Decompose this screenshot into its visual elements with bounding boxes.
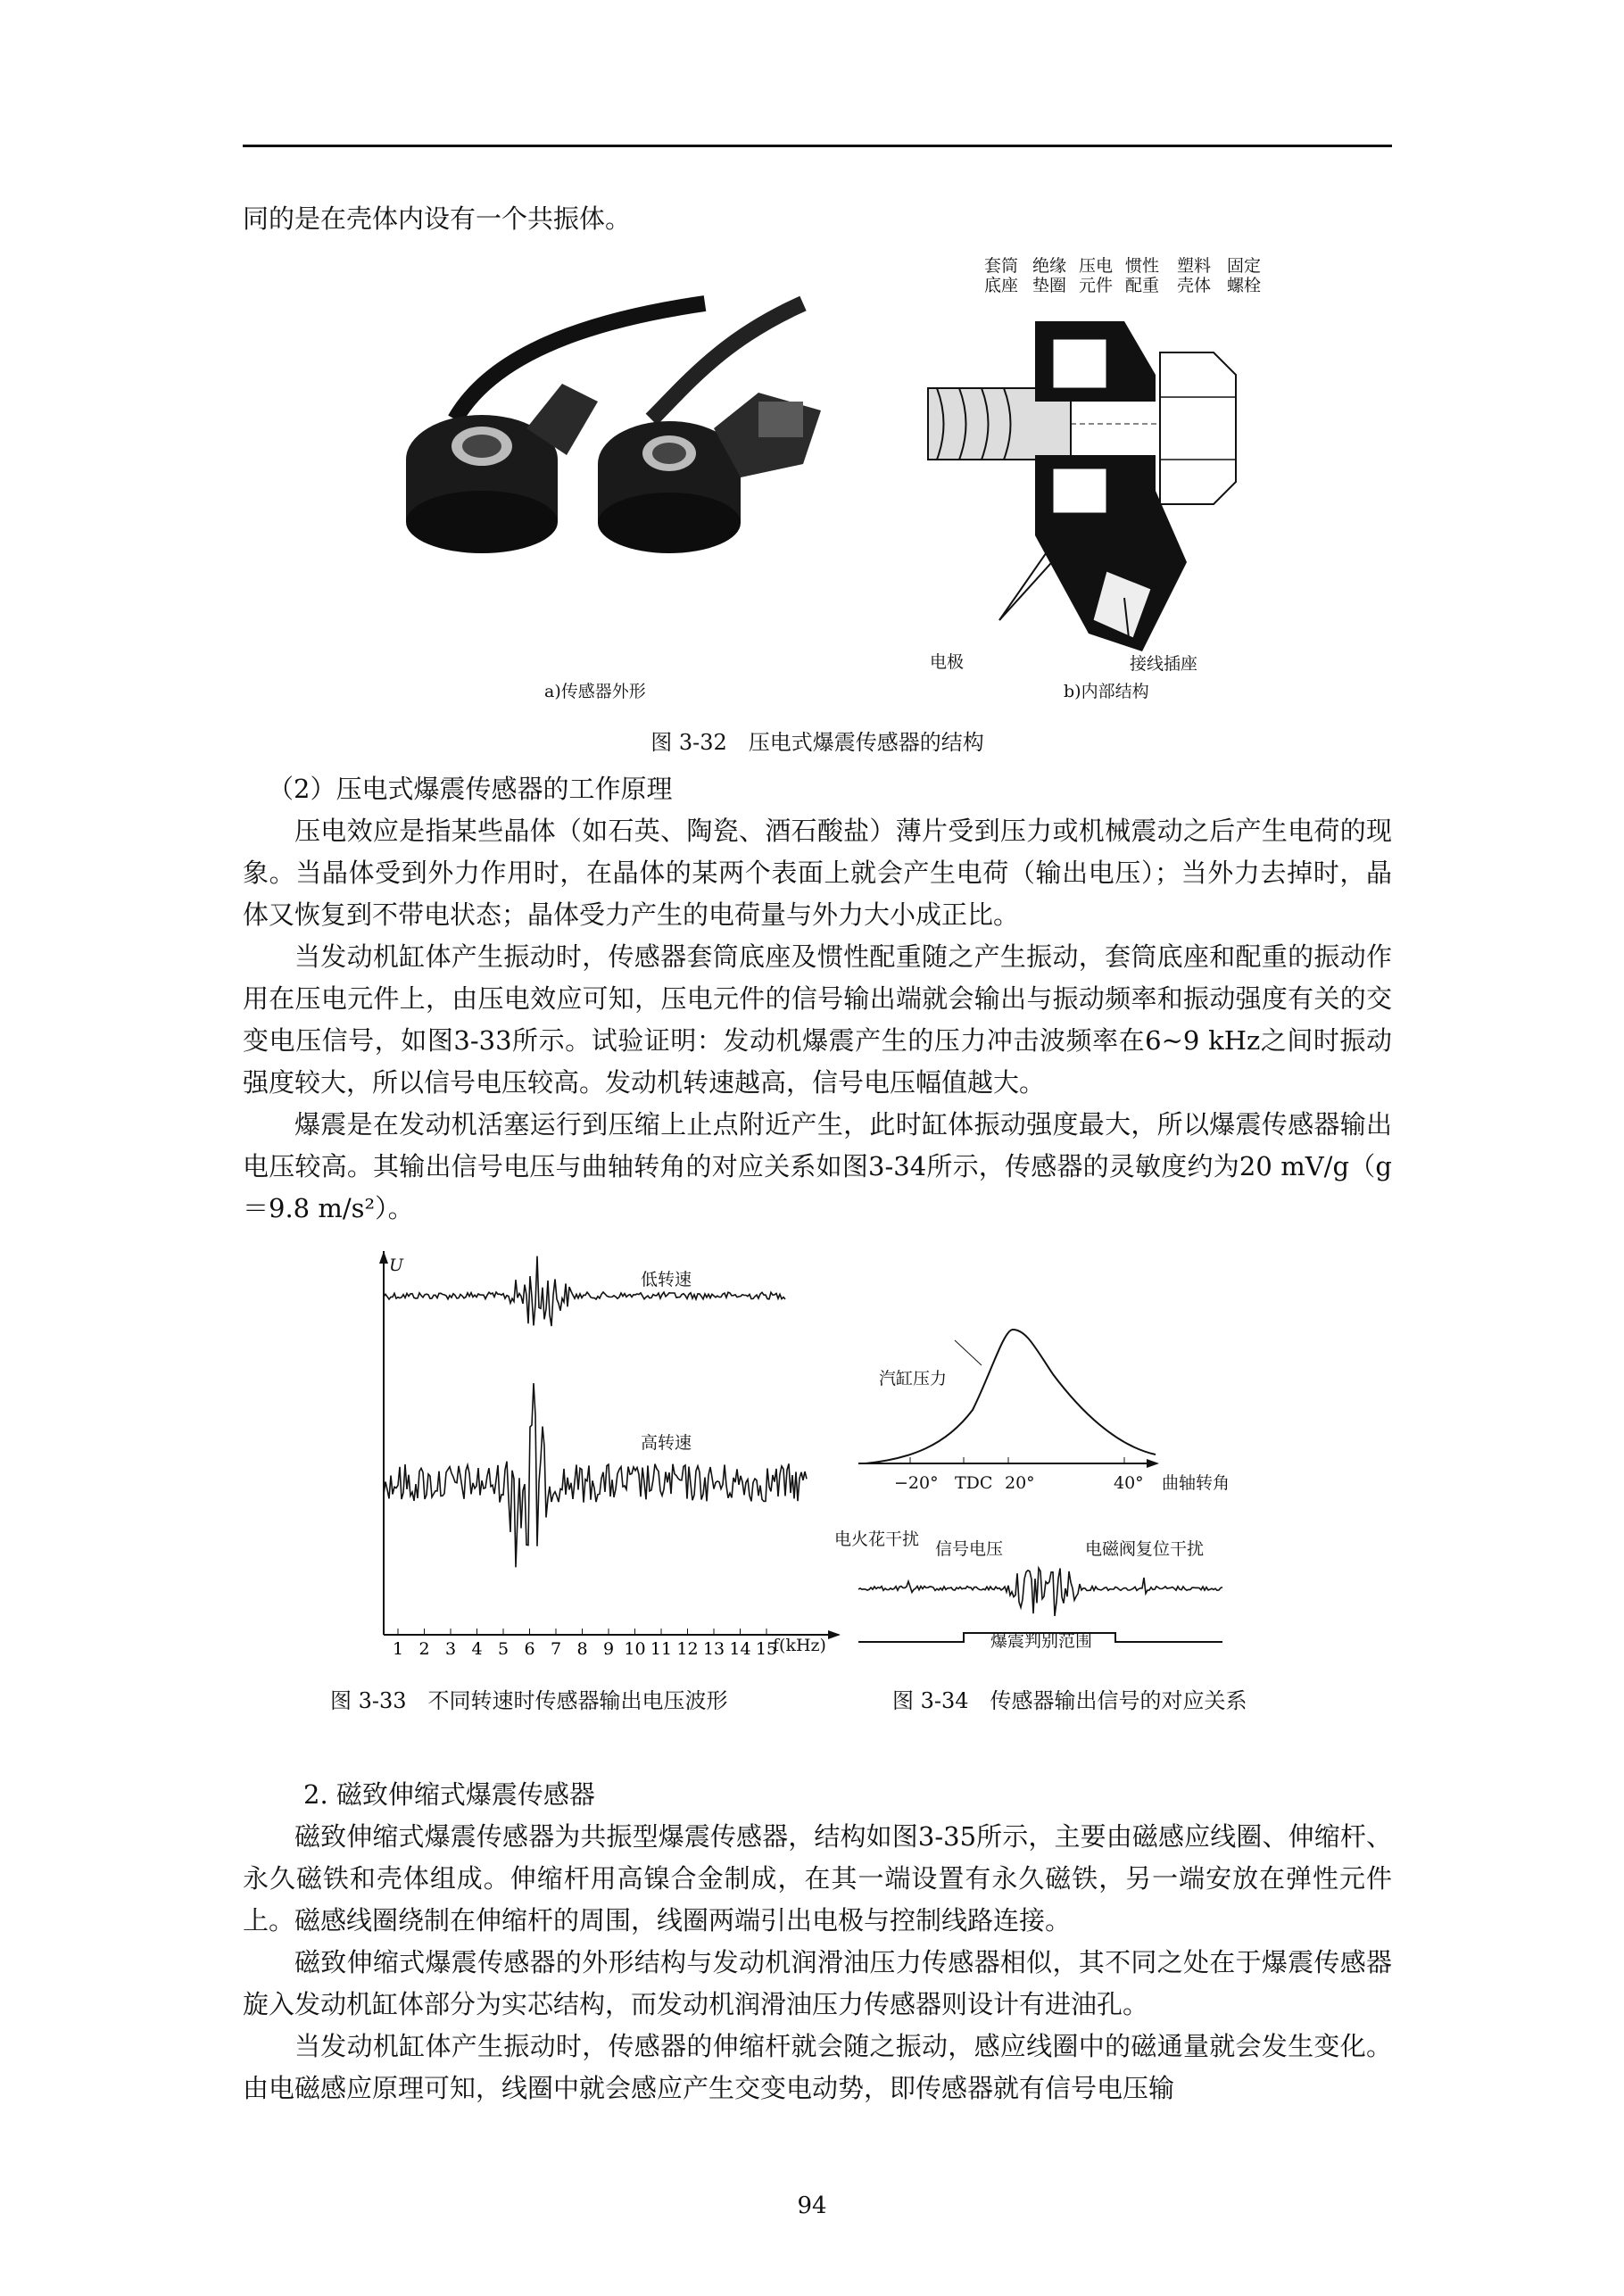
fig333-tick-label: 6 xyxy=(524,1639,535,1659)
fig333-tick-label: 5 xyxy=(497,1639,510,1659)
signal-voltage-wave xyxy=(858,1568,1222,1616)
signal-label: 信号电压 xyxy=(935,1539,1004,1559)
window-label: 爆震判别范围 xyxy=(990,1631,1093,1651)
fig333-x-label: f(kHz) xyxy=(773,1636,826,1655)
fig333-tick-label: 1 xyxy=(392,1639,404,1659)
fig332-caption: 图 3-32 压电式爆震传感器的结构 xyxy=(650,730,984,755)
fig334-tick-1: −20° xyxy=(894,1473,939,1493)
fig334-tick-2: TDC xyxy=(955,1473,993,1493)
label-socket: 接线插座 xyxy=(1130,654,1198,674)
section3-p2: 磁致伸缩式爆震传感器的外形结构与发动机润滑油压力传感器相似，其不同之处在于爆震传感器旋入发动机缸体部分为实芯结构，而发动机润滑油压力传感器则设计有进油孔。 xyxy=(243,1947,1392,2019)
fig333-tick-label: 2 xyxy=(418,1639,430,1659)
fig333-tick-label: 4 xyxy=(471,1639,483,1659)
label-mass: 惯性 配重 xyxy=(1124,256,1159,295)
section3-p1: 磁致伸缩式爆震传感器为共振型爆震传感器，结构如图3-35所示，主要由磁感应线圈、伸缩杆、永久磁铁和壳体组成。伸缩杆用高镍合金制成，在其一端设置有永久磁铁，另一端安放在弹性元件上。磁感线圈绕制在伸缩杆的周围，线圈两端引出电极与控制线路连接。 xyxy=(243,1821,1392,1935)
section3-p3: 当发动机缸体产生振动时，传感器的伸缩杆就会随之振动，感应线圈中的磁通量就会发生变化。由电磁感应原理可知，线圈中就会感应产生交变电动势，即传感器就有信号电压输 xyxy=(243,2031,1392,2103)
fig333-tick-label: 11 xyxy=(650,1639,673,1659)
fig333-tick-label: 3 xyxy=(444,1639,457,1659)
label-washer: 绝缘 垫圈 xyxy=(1032,256,1066,295)
section3-heading: 2. 磁致伸缩式爆震传感器 xyxy=(303,1779,595,1810)
fig334-tick-3: 20° xyxy=(1005,1473,1035,1493)
subcaption-a: a)传感器外形 xyxy=(544,682,646,701)
pressure-label: 汽缸压力 xyxy=(879,1369,948,1388)
header-rule xyxy=(243,145,1392,147)
fig333-caption: 图 3-33 不同转速时传感器输出电压波形 xyxy=(330,1688,728,1713)
sensor-photo xyxy=(384,286,830,589)
section2-p3: 爆震是在发动机活塞运行到压缩上止点附近产生，此时缸体振动强度最大，所以爆震传感器输出电压较高。其输出信号电压与曲轴转角的对应关系如图3-34所示，传感器的灵敏度约为20 mV/g（g＝9.8 m/s²）。 xyxy=(243,1109,1392,1223)
fig333-tick-label: 8 xyxy=(576,1639,588,1659)
valve-label: 电磁阀复位干扰 xyxy=(1085,1539,1205,1559)
fig334-caption: 图 3-34 传感器输出信号的对应关系 xyxy=(892,1688,1247,1713)
fig333-tick-label: 13 xyxy=(702,1639,725,1659)
fig333-tick-label: 7 xyxy=(550,1639,562,1659)
fig333-tick-label: 12 xyxy=(676,1639,699,1659)
spark-label: 电火花干扰 xyxy=(834,1529,920,1549)
fig333-tick-label: 14 xyxy=(729,1639,751,1659)
section2-p1: 压电效应是指某些晶体（如石英、陶瓷、酒石酸盐）薄片受到压力或机械震动之后产生电荷的现象。当晶体受到外力作用时，在晶体的某两个表面上就会产生电荷（输出电压）；当外力去掉时，晶体又恢复到不带电状态；晶体受力产生的电荷量与外力大小成正比。 xyxy=(243,816,1392,930)
subcaption-b: b)内部结构 xyxy=(1064,682,1149,701)
fig333-series-low: 低转速 xyxy=(641,1270,692,1289)
fig333-y-label: U xyxy=(389,1256,404,1275)
page-number: 94 xyxy=(797,2192,827,2219)
fig334-tick-4: 40° xyxy=(1114,1473,1144,1493)
fig333-tick-label: 15 xyxy=(755,1639,778,1659)
fig333-tick-label: 9 xyxy=(602,1639,615,1659)
bolt-head xyxy=(1160,352,1236,504)
wave-low-speed xyxy=(384,1256,785,1326)
internal-structure-diagram xyxy=(910,303,1267,660)
fig333-tick-label: 10 xyxy=(624,1639,646,1659)
label-bolt: 固定 螺栓 xyxy=(1226,256,1261,295)
pressure-curve xyxy=(866,1330,1156,1463)
top-paragraph: 同的是在壳体内设有一个共振体。 xyxy=(243,203,632,234)
label-piezo: 压电 元件 xyxy=(1078,256,1113,295)
fig333-series-high: 高转速 xyxy=(641,1433,692,1453)
label-housing: 塑料 壳体 xyxy=(1176,256,1211,295)
section2-p2: 当发动机缸体产生振动时，传感器套筒底座及惯性配重随之产生振动，套筒底座和配重的振动作用在压电元件上，由压电效应可知，压电元件的信号输出端就会输出与振动频率和振动强度有关的交变电压信号，如图3-33所示。试验证明：发动机爆震产生的压力冲击波频率在6~9 kHz之间时振动强度较大，所以信号电压较高。发动机转速越高，信号电压幅值越大。 xyxy=(243,941,1392,1098)
wave-high-speed xyxy=(384,1383,807,1567)
label-sleeve-base: 套筒 底座 xyxy=(983,256,1018,295)
fig334-x-label: 曲轴转角 xyxy=(1162,1473,1230,1493)
fig333-chart xyxy=(375,1251,857,1662)
label-electrode: 电极 xyxy=(930,652,965,672)
section2-heading: （2）压电式爆震传感器的工作原理 xyxy=(268,774,673,804)
